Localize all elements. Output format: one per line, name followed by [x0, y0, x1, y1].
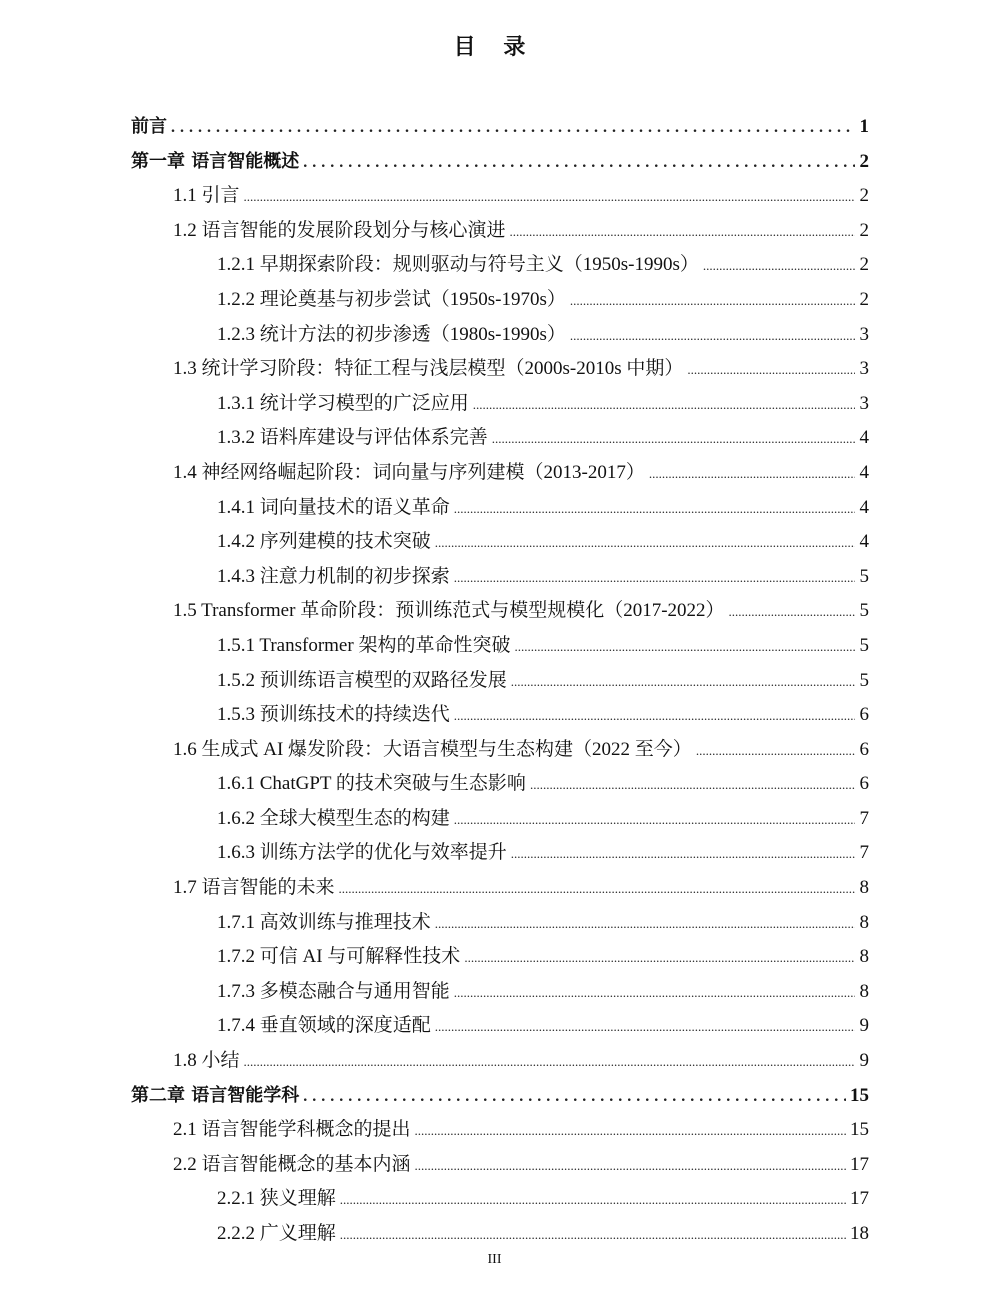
page-title: 目 录 — [453, 35, 536, 60]
toc-entry-text: 1.5.3 预训练技术的持续迭代 — [217, 704, 450, 726]
toc-entry-page: 18 — [850, 1223, 869, 1244]
dot-leader — [454, 561, 855, 596]
toc-entry-page: 4 — [859, 427, 869, 449]
dot-leader — [454, 803, 855, 838]
dot-leader — [649, 457, 855, 492]
toc-entry-1-7[interactable] — [131, 871, 869, 906]
toc-entry-text: 1.6 生成式 AI 爆发阶段：大语言模型与生态构建（2022 至今） — [173, 738, 692, 760]
toc-entry-1-3-2[interactable] — [131, 421, 869, 456]
toc-entry-page: 3 — [859, 358, 869, 380]
dot-leader — [570, 319, 855, 354]
toc-entry-1-5[interactable] — [131, 594, 869, 629]
toc-entry-text: 1.5.1 Transformer 架构的革命性突破 — [217, 634, 511, 656]
dot-leader — [415, 1149, 846, 1184]
toc-entry-1-2-2[interactable] — [131, 283, 869, 318]
toc-entry-text: 1.1 引言 — [173, 185, 240, 207]
toc-entry-1-2[interactable] — [131, 214, 869, 249]
dot-leader — [473, 388, 855, 423]
toc-entry-text: 1.4.1 词向量技术的语义革命 — [217, 496, 450, 518]
footer-page-number: III — [487, 1252, 502, 1267]
toc-entry-text: 1.2.2 理论奠基与初步尝试（1950s-1970s） — [217, 288, 566, 310]
toc-entry-text: 2.2 语言智能概念的基本内涵 — [173, 1153, 411, 1175]
toc-entry-page: 4 — [859, 496, 869, 518]
dot-leader — [511, 665, 855, 700]
dot-leader — [244, 1045, 855, 1080]
toc-entry-page: 6 — [859, 738, 869, 760]
dot-leader — [464, 941, 855, 976]
dot-leader — [340, 1218, 846, 1253]
toc-entry-text: 1.3.1 统计学习模型的广泛应用 — [217, 392, 469, 414]
toc-entry-page: 2 — [859, 254, 869, 276]
toc-entry-text: 1.7.4 垂直领域的深度适配 — [217, 1015, 431, 1037]
toc-entry-1-5-2[interactable] — [131, 664, 869, 699]
dot-leader — [340, 1183, 846, 1218]
toc-entry-1-1[interactable] — [131, 179, 869, 214]
toc-entry-text: 1.2.1 早期探索阶段：规则驱动与符号主义（1950s-1990s） — [217, 254, 699, 276]
toc-entry-page: 17 — [850, 1153, 869, 1175]
toc-entry-2-2-1[interactable] — [131, 1182, 869, 1217]
dot-leader — [454, 976, 855, 1011]
toc-entry-1-5-1[interactable] — [131, 629, 869, 664]
toc-entry-page: 5 — [859, 669, 869, 691]
toc-entry-text: 1.7.2 可信 AI 与可解释性技术 — [217, 946, 461, 968]
dot-leader — [696, 734, 855, 769]
dot-leader — [415, 1114, 846, 1149]
toc-entry-1-7-4[interactable] — [131, 1009, 869, 1044]
toc-entry-page: 15 — [850, 1084, 869, 1106]
toc-entry-1-4-3[interactable] — [131, 560, 869, 595]
toc-entry-text: 1.5 Transformer 革命阶段：预训练范式与模型规模化（2017-2022） — [173, 600, 725, 622]
toc-entry-page: 15 — [850, 1119, 869, 1141]
toc-entry-page: 2 — [859, 219, 869, 241]
toc-entry-text: 1.7.1 高效训练与推理技术 — [217, 911, 431, 933]
toc-entry-text: 2.2.2 广义理解 — [217, 1223, 336, 1244]
toc-entry-chapter-2[interactable] — [131, 1079, 869, 1114]
toc-entry-page: 3 — [859, 323, 869, 345]
toc-entry-page: 1 — [859, 116, 869, 137]
dot-leader — [171, 111, 855, 146]
toc-entry-1-3[interactable] — [131, 352, 869, 387]
toc-entry-text: 1.7.3 多模态融合与通用智能 — [217, 980, 450, 1002]
toc-entry-1-6[interactable] — [131, 733, 869, 768]
toc-entry-page: 17 — [850, 1188, 869, 1210]
dot-leader — [492, 422, 855, 457]
toc-entry-1-7-2[interactable] — [131, 940, 869, 975]
toc-entry-page: 7 — [859, 842, 869, 864]
toc-entry-text: 1.4.3 注意力机制的初步探索 — [217, 565, 450, 587]
dot-leader — [339, 872, 855, 907]
toc-entry-page: 8 — [859, 911, 869, 933]
dot-leader — [244, 180, 855, 215]
toc-entry-1-3-1[interactable] — [131, 387, 869, 422]
toc-entry-text: 第二章 语言智能学科 — [131, 1084, 300, 1106]
toc-entry-1-7-3[interactable] — [131, 975, 869, 1010]
toc-entry-text: 1.3.2 语料库建设与评估体系完善 — [217, 427, 488, 449]
toc-entry-2-2-2[interactable] — [131, 1217, 869, 1252]
dot-leader — [454, 699, 855, 734]
toc-entry-text: 1.7 语言智能的未来 — [173, 877, 335, 899]
table-of-contents — [131, 110, 869, 1252]
toc-entry-preface[interactable] — [131, 110, 869, 145]
dot-leader — [570, 284, 855, 319]
toc-entry-text: 1.4 神经网络崛起阶段：词向量与序列建模（2013-2017） — [173, 461, 645, 483]
toc-entry-text: 1.2.3 统计方法的初步渗透（1980s-1990s） — [217, 323, 566, 345]
toc-entry-text: 2.2.1 狭义理解 — [217, 1188, 336, 1210]
toc-entry-page: 9 — [859, 1050, 869, 1072]
dot-leader — [530, 768, 855, 803]
toc-entry-1-6-1[interactable] — [131, 767, 869, 802]
dot-leader — [303, 146, 855, 181]
dot-leader — [303, 1080, 846, 1115]
dot-leader — [703, 249, 855, 284]
dot-leader — [729, 595, 855, 630]
toc-entry-page: 5 — [859, 600, 869, 622]
toc-entry-page: 6 — [859, 773, 869, 795]
dot-leader — [454, 492, 855, 527]
toc-entry-1-2-1[interactable] — [131, 248, 869, 283]
dot-leader — [435, 907, 855, 942]
toc-entry-text: 1.5.2 预训练语言模型的双路径发展 — [217, 669, 507, 691]
toc-entry-page: 7 — [859, 807, 869, 829]
toc-entry-1-7-1[interactable] — [131, 906, 869, 941]
toc-entry-page: 4 — [859, 531, 869, 553]
toc-entry-1-5-3[interactable] — [131, 698, 869, 733]
toc-entry-text: 第一章 语言智能概述 — [131, 150, 300, 172]
toc-entry-text: 前言 — [131, 116, 167, 137]
dot-leader — [435, 526, 855, 561]
toc-entry-page: 5 — [859, 565, 869, 587]
toc-entry-1-8[interactable] — [131, 1044, 869, 1079]
toc-entry-page: 2 — [859, 288, 869, 310]
toc-entry-chapter-1[interactable] — [131, 145, 869, 180]
toc-entry-1-6-3[interactable] — [131, 836, 869, 871]
toc-entry-1-4-1[interactable] — [131, 491, 869, 526]
toc-entry-text: 2.1 语言智能学科概念的提出 — [173, 1119, 411, 1141]
toc-entry-text: 1.3 统计学习阶段：特征工程与浅层模型（2000s-2010s 中期） — [173, 358, 684, 380]
toc-entry-text: 1.6.3 训练方法学的优化与效率提升 — [217, 842, 507, 864]
dot-leader — [687, 353, 855, 388]
dot-leader — [435, 1010, 855, 1045]
toc-entry-page: 8 — [859, 877, 869, 899]
toc-entry-2-2[interactable] — [131, 1148, 869, 1183]
toc-entry-text: 1.6.2 全球大模型生态的构建 — [217, 807, 450, 829]
toc-entry-1-4-2[interactable] — [131, 525, 869, 560]
toc-entry-1-6-2[interactable] — [131, 802, 869, 837]
dot-leader — [511, 837, 855, 872]
dot-leader — [510, 215, 855, 250]
toc-entry-page: 2 — [859, 185, 869, 207]
toc-entry-page: 4 — [859, 461, 869, 483]
toc-entry-page: 3 — [859, 392, 869, 414]
toc-entry-page: 8 — [859, 946, 869, 968]
toc-entry-text: 1.8 小结 — [173, 1050, 240, 1072]
toc-entry-page: 8 — [859, 980, 869, 1002]
toc-entry-page: 9 — [859, 1015, 869, 1037]
toc-entry-page: 2 — [859, 150, 869, 172]
toc-entry-page: 5 — [859, 634, 869, 656]
toc-entry-page: 6 — [859, 704, 869, 726]
toc-entry-text: 1.6.1 ChatGPT 的技术突破与生态影响 — [217, 773, 526, 795]
toc-entry-1-2-3[interactable] — [131, 318, 869, 353]
toc-entry-2-1[interactable] — [131, 1113, 869, 1148]
toc-entry-1-4[interactable] — [131, 456, 869, 491]
toc-entry-text: 1.4.2 序列建模的技术突破 — [217, 531, 431, 553]
toc-entry-text: 1.2 语言智能的发展阶段划分与核心演进 — [173, 219, 506, 241]
dot-leader — [514, 630, 855, 665]
